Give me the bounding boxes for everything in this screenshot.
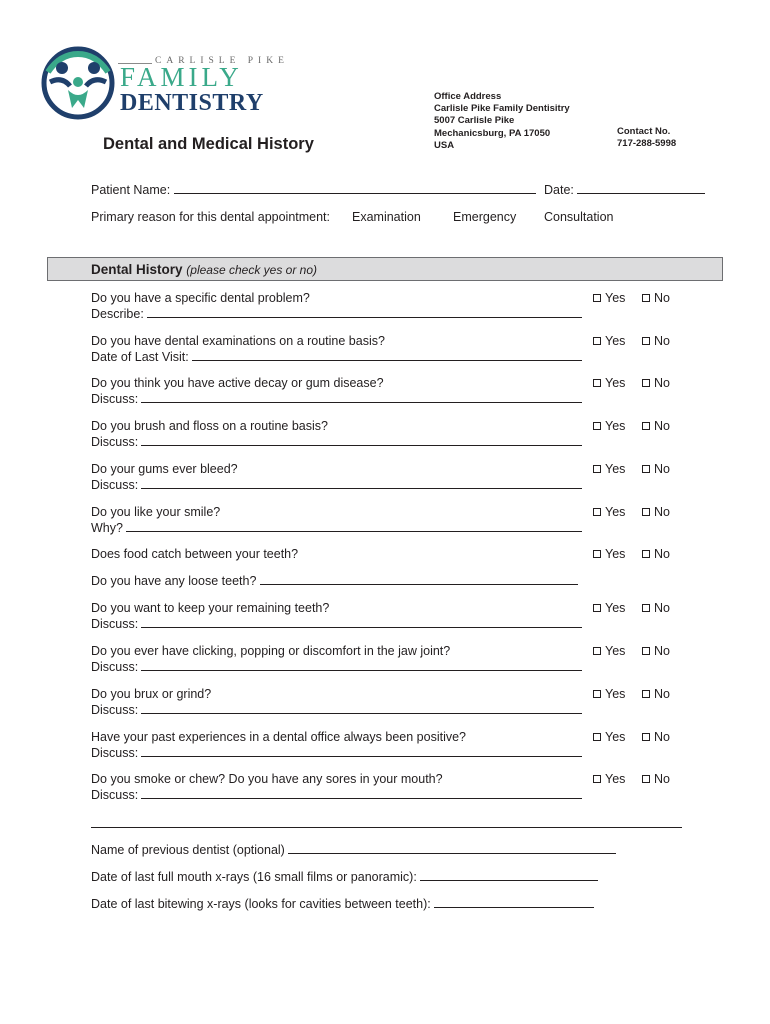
no-checkbox[interactable] bbox=[642, 733, 650, 741]
yes-label: Yes bbox=[605, 419, 626, 433]
yes-option[interactable] bbox=[593, 334, 625, 348]
previous-dentist-row bbox=[91, 843, 616, 857]
answer-row bbox=[91, 703, 582, 719]
answer-row bbox=[91, 478, 582, 494]
yes-checkbox[interactable] bbox=[593, 604, 601, 612]
yes-checkbox[interactable] bbox=[593, 337, 601, 345]
answer-field[interactable] bbox=[141, 746, 582, 757]
answer-field[interactable] bbox=[141, 660, 582, 671]
answer-row bbox=[91, 788, 582, 804]
answer-label: Discuss: bbox=[91, 616, 139, 631]
answer-row bbox=[91, 350, 582, 366]
office-address-label: Office Address bbox=[434, 91, 502, 102]
yes-option[interactable] bbox=[593, 730, 625, 744]
yes-checkbox[interactable] bbox=[593, 379, 601, 387]
question-text: Do you have a specific dental problem? bbox=[91, 291, 310, 305]
answer-field[interactable] bbox=[260, 574, 578, 585]
yes-label: Yes bbox=[605, 376, 626, 390]
reason-option-consultation[interactable]: Consultation bbox=[544, 210, 614, 224]
no-label: No bbox=[654, 419, 670, 433]
no-checkbox[interactable] bbox=[642, 508, 650, 516]
yes-checkbox[interactable] bbox=[593, 465, 601, 473]
no-label: No bbox=[654, 601, 670, 615]
question-13 bbox=[91, 772, 582, 803]
yes-option[interactable] bbox=[593, 462, 625, 476]
yes-label: Yes bbox=[605, 291, 626, 305]
answer-row bbox=[91, 521, 582, 537]
answer-label: Discuss: bbox=[91, 391, 139, 406]
answer-row bbox=[91, 307, 582, 323]
reason-option-examination[interactable]: Examination bbox=[352, 210, 421, 224]
yes-checkbox[interactable] bbox=[593, 294, 601, 302]
yes-checkbox[interactable] bbox=[593, 508, 601, 516]
logo-dentistry-text: DENTISTRY bbox=[120, 90, 264, 116]
question-1 bbox=[91, 291, 582, 322]
question-text bbox=[91, 574, 578, 590]
answer-label: Discuss: bbox=[91, 477, 139, 492]
question-text-inline: Do you have any loose teeth? bbox=[91, 574, 257, 588]
bitewing-row bbox=[91, 897, 594, 911]
answer-field[interactable] bbox=[141, 617, 582, 628]
yes-label: Yes bbox=[605, 505, 626, 519]
question-text: Have your past experiences in a dental office always been positive? bbox=[91, 730, 466, 744]
question-text: Do you like your smile? bbox=[91, 505, 221, 519]
question-text: Do you brux or grind? bbox=[91, 687, 212, 701]
no-label: No bbox=[654, 334, 670, 348]
no-label: No bbox=[654, 462, 670, 476]
no-label: No bbox=[654, 687, 670, 701]
no-label: No bbox=[654, 730, 670, 744]
logo-top-text: CARLISLE PIKE bbox=[155, 56, 289, 66]
no-label: No bbox=[654, 644, 670, 658]
no-label: No bbox=[654, 291, 670, 305]
answer-field[interactable] bbox=[141, 478, 582, 489]
no-checkbox[interactable] bbox=[642, 647, 650, 655]
question-text: Do your gums ever bleed? bbox=[91, 462, 238, 476]
no-option[interactable] bbox=[642, 730, 670, 744]
question-2 bbox=[91, 334, 582, 365]
section-note: (please check yes or no) bbox=[186, 263, 318, 277]
no-checkbox[interactable] bbox=[642, 422, 650, 430]
yes-label: Yes bbox=[605, 772, 626, 786]
no-option[interactable] bbox=[642, 772, 670, 786]
dental-history-header bbox=[47, 257, 723, 281]
yes-checkbox[interactable] bbox=[593, 422, 601, 430]
previous-dentist-field[interactable] bbox=[288, 843, 616, 854]
question-6 bbox=[91, 505, 582, 536]
question-7 bbox=[91, 547, 298, 563]
question-text: Do you ever have clicking, popping or discomfort in the jaw joint? bbox=[91, 644, 451, 658]
question-8 bbox=[91, 574, 578, 590]
section-title-text: Dental History bbox=[91, 262, 183, 277]
question-text: Do you brush and floss on a routine basis? bbox=[91, 419, 328, 433]
date-field[interactable] bbox=[577, 183, 705, 194]
previous-dentist-label: Name of previous dentist (optional) bbox=[91, 843, 285, 857]
yes-option[interactable] bbox=[593, 547, 625, 561]
answer-row bbox=[91, 746, 582, 762]
yes-checkbox[interactable] bbox=[593, 775, 601, 783]
no-option[interactable] bbox=[642, 462, 670, 476]
reason-option-emergency[interactable]: Emergency bbox=[453, 210, 517, 224]
office-street: 5007 Carlisle Pike bbox=[434, 115, 515, 127]
no-checkbox[interactable] bbox=[642, 604, 650, 612]
no-checkbox[interactable] bbox=[642, 294, 650, 302]
full-xrays-row bbox=[91, 870, 598, 884]
contact-phone: 717-288-5998 bbox=[617, 138, 677, 150]
yes-label: Yes bbox=[605, 601, 626, 615]
office-country: USA bbox=[434, 139, 455, 151]
yes-option[interactable] bbox=[593, 772, 625, 786]
logo-family-text: FAMILY bbox=[120, 62, 243, 92]
question-10 bbox=[91, 644, 582, 675]
answer-field[interactable] bbox=[126, 521, 582, 532]
office-address bbox=[434, 91, 570, 152]
practice-logo bbox=[40, 42, 289, 124]
yes-option[interactable] bbox=[593, 505, 625, 519]
office-city: Mechanicsburg, PA 17050 bbox=[434, 127, 551, 139]
yes-option[interactable] bbox=[593, 419, 625, 433]
no-checkbox[interactable] bbox=[642, 775, 650, 783]
contact-label: Contact No. bbox=[617, 126, 671, 137]
yes-label: Yes bbox=[605, 334, 626, 348]
question-9 bbox=[91, 601, 582, 632]
yes-option[interactable] bbox=[593, 376, 625, 390]
question-text: Do you think you have active decay or gum disease? bbox=[91, 376, 384, 390]
form-title: Dental and Medical History bbox=[103, 135, 314, 153]
question-text: Do you want to keep your remaining teeth? bbox=[91, 601, 330, 615]
section-title bbox=[91, 262, 317, 277]
no-label: No bbox=[654, 547, 670, 561]
answer-row bbox=[91, 435, 582, 451]
answer-row bbox=[91, 617, 582, 633]
yes-checkbox[interactable] bbox=[593, 647, 601, 655]
answer-label: Date of Last Visit: bbox=[91, 349, 189, 364]
patient-name-row bbox=[91, 183, 536, 197]
answer-row bbox=[91, 660, 582, 676]
office-name: Carlisle Pike Family Dentisitry bbox=[434, 103, 570, 115]
yes-label: Yes bbox=[605, 462, 626, 476]
question-3 bbox=[91, 376, 582, 407]
question-5 bbox=[91, 462, 582, 493]
no-option[interactable] bbox=[642, 687, 670, 701]
question-text: Does food catch between your teeth? bbox=[91, 547, 299, 561]
yes-label: Yes bbox=[605, 687, 626, 701]
answer-label: Why? bbox=[91, 520, 123, 535]
no-checkbox[interactable] bbox=[642, 690, 650, 698]
answer-row bbox=[91, 392, 582, 408]
full-xrays-field[interactable] bbox=[420, 870, 598, 881]
no-label: No bbox=[654, 505, 670, 519]
no-option[interactable] bbox=[642, 547, 670, 561]
question-4 bbox=[91, 419, 582, 450]
question-text: Do you smoke or chew? Do you have any sores in your mouth? bbox=[91, 772, 443, 786]
family-figures-icon bbox=[40, 42, 120, 124]
yes-label: Yes bbox=[605, 730, 626, 744]
no-checkbox[interactable] bbox=[642, 465, 650, 473]
yes-option[interactable] bbox=[593, 291, 625, 305]
answer-label: Discuss: bbox=[91, 434, 139, 449]
patient-name-label: Patient Name: bbox=[91, 183, 171, 197]
no-option[interactable] bbox=[642, 644, 670, 658]
yes-checkbox[interactable] bbox=[593, 550, 601, 558]
no-option[interactable] bbox=[642, 376, 670, 390]
answer-field[interactable] bbox=[141, 435, 582, 446]
yes-option[interactable] bbox=[593, 687, 625, 701]
answer-label: Discuss: bbox=[91, 659, 139, 674]
yes-label: Yes bbox=[605, 644, 626, 658]
answer-field[interactable] bbox=[141, 703, 582, 714]
contact-info bbox=[617, 126, 676, 150]
question-11 bbox=[91, 687, 582, 718]
question-12 bbox=[91, 730, 582, 761]
no-checkbox[interactable] bbox=[642, 379, 650, 387]
answer-field[interactable] bbox=[141, 788, 582, 799]
no-option[interactable] bbox=[642, 334, 670, 348]
answer-field[interactable] bbox=[192, 350, 582, 361]
no-option[interactable] bbox=[642, 505, 670, 519]
answer-label: Discuss: bbox=[91, 787, 139, 802]
bitewing-field[interactable] bbox=[434, 897, 594, 908]
patient-name-field[interactable] bbox=[174, 183, 536, 194]
yes-checkbox[interactable] bbox=[593, 733, 601, 741]
no-checkbox[interactable] bbox=[642, 550, 650, 558]
date-label: Date: bbox=[544, 183, 574, 197]
answer-field[interactable] bbox=[141, 392, 582, 403]
no-label: No bbox=[654, 772, 670, 786]
reason-label: Primary reason for this dental appointment: bbox=[91, 210, 331, 224]
answer-field[interactable] bbox=[147, 307, 582, 318]
bitewing-label: Date of last bitewing x-rays (looks for cavities between teeth): bbox=[91, 897, 431, 911]
no-option[interactable] bbox=[642, 419, 670, 433]
no-checkbox[interactable] bbox=[642, 337, 650, 345]
question-text: Do you have dental examinations on a routine basis? bbox=[91, 334, 385, 348]
yes-checkbox[interactable] bbox=[593, 690, 601, 698]
no-option[interactable] bbox=[642, 601, 670, 615]
yes-option[interactable] bbox=[593, 644, 625, 658]
answer-label: Discuss: bbox=[91, 745, 139, 760]
section-divider bbox=[91, 827, 682, 828]
yes-label: Yes bbox=[605, 547, 626, 561]
date-row bbox=[544, 183, 705, 197]
yes-option[interactable] bbox=[593, 601, 625, 615]
answer-label: Describe: bbox=[91, 306, 144, 321]
full-xrays-label: Date of last full mouth x-rays (16 small films or panoramic): bbox=[91, 870, 417, 884]
answer-label: Discuss: bbox=[91, 702, 139, 717]
no-option[interactable] bbox=[642, 291, 670, 305]
no-label: No bbox=[654, 376, 670, 390]
